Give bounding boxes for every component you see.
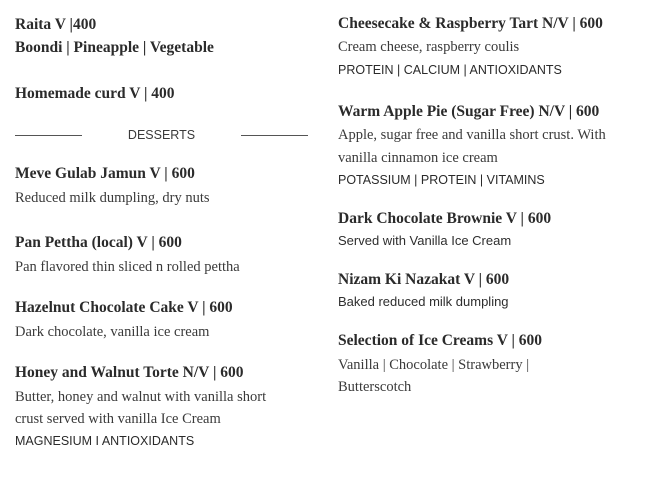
menu-item-description: Pan flavored thin sliced n rolled pettha [15,259,240,275]
menu-item-title: Dark Chocolate Brownie V | 600 [338,210,552,227]
menu-item-title: Nizam Ki Nazakat V | 600 [338,271,510,288]
menu-item-description: Baked reduced milk dumpling [338,294,509,309]
menu-item-description: vanilla cinnamon ice cream [338,150,498,166]
raita-title: Raita V |400 [15,16,97,33]
menu-item-tags: MAGNESIUM I ANTIOXIDANTS [15,434,195,448]
menu-item-description: Butterscotch [338,379,412,395]
menu-item-tags: PROTEIN | CALCIUM | ANTIOXIDANTS [338,63,562,77]
menu-item-title: Cheesecake & Raspberry Tart N/V | 600 [338,15,603,32]
menu-item-description: crust served with vanilla Ice Cream [15,411,221,427]
section-title: DESSERTS [127,128,196,142]
menu-item-description: Vanilla | Chocolate | Strawberry | [338,357,530,373]
menu-item-title: Warm Apple Pie (Sugar Free) N/V | 600 [338,103,600,120]
homemade-curd-title: Homemade curd V | 400 [15,85,175,102]
menu-item-description: Reduced milk dumpling, dry nuts [15,190,210,206]
menu-item-title: Honey and Walnut Torte N/V | 600 [15,364,244,381]
desserts-section-header [15,125,308,145]
menu-item-title: Meve Gulab Jamun V | 600 [15,165,195,182]
menu-item-tags: POTASSIUM | PROTEIN | VITAMINS [338,173,545,187]
menu-item-description: Served with Vanilla Ice Cream [338,233,512,248]
menu-item-title: Selection of Ice Creams V | 600 [338,332,543,349]
divider-line [241,135,308,136]
menu-item-description: Apple, sugar free and vanilla short crust. With [338,127,606,143]
menu-item-description: Butter, honey and walnut with vanilla short [15,389,267,405]
menu-item-description: Cream cheese, raspberry coulis [338,39,520,55]
menu-item-description: Dark chocolate, vanilla ice cream [15,324,210,340]
menu-item-title: Pan Pettha (local) V | 600 [15,234,182,251]
menu-item-title: Hazelnut Chocolate Cake V | 600 [15,299,233,316]
raita-options: Boondi | Pineapple | Vegetable [15,39,214,56]
